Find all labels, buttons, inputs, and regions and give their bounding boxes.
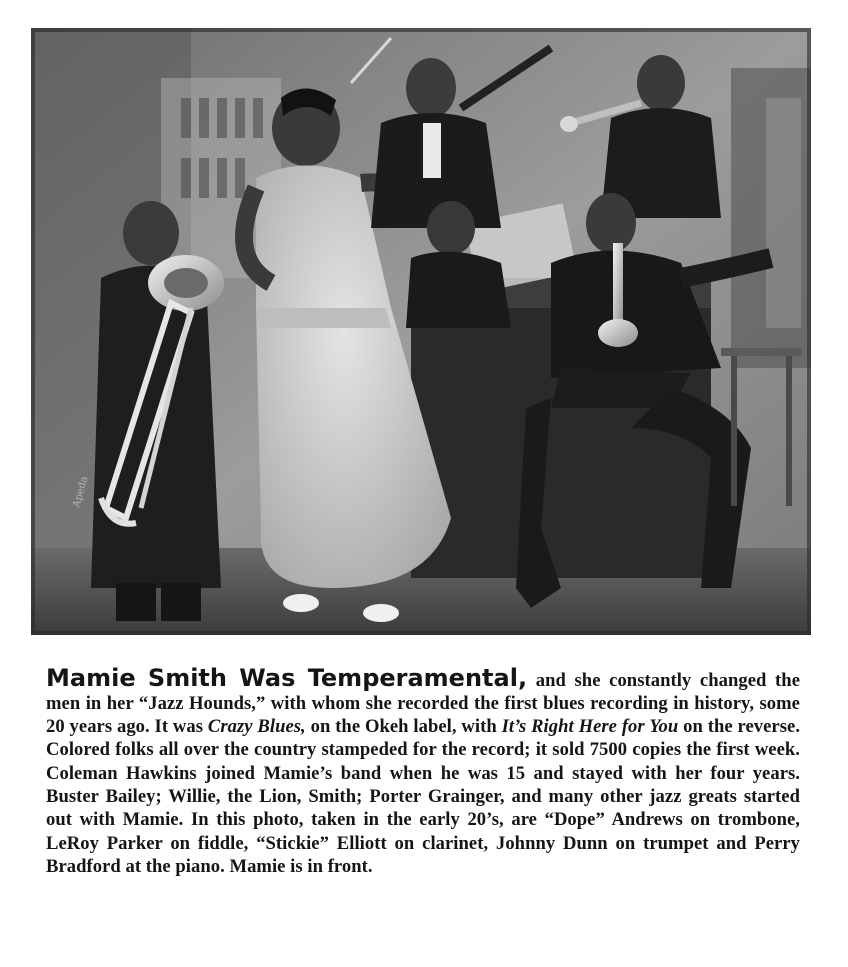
song-title-right-here: It’s Right Here for You xyxy=(501,716,679,738)
caption-text-1: and she constantly changed the men in her “Jazz Hounds,” with whom she recorded the first blues recording in history, some 20 years ago. It was xyxy=(46,669,800,738)
caption-text-2: on the Okeh label, with xyxy=(305,716,502,738)
band-photo xyxy=(31,28,811,635)
photo-caption xyxy=(46,663,801,879)
svg-text:Apeda: Apeda xyxy=(71,475,91,509)
song-title-crazy-blues: Crazy Blues, xyxy=(207,716,306,738)
caption-text-3: on the reverse. Colored folks all over the country stampeded for the record; it sold 7500 copies the first week. Coleman Hawkins joined Mamie’s band when he was 15 and stayed with her four years. Buster Bailey; Willie, the Lion, Smith; Porter Grainger, and many other jazz greats started out with Mamie. In this photo, taken in the early 20’s, are “Dope” Andrews on trombone, LeRoy Parker on fiddle, “Stickie” Elliott on clarinet, Johnny Dunn on trumpet and Perry Bradford at the piano. Mamie is in front. xyxy=(46,716,801,877)
caption-headline: Mamie Smith Was Temperamental, xyxy=(46,663,528,692)
band-photo-illustration xyxy=(31,28,811,635)
